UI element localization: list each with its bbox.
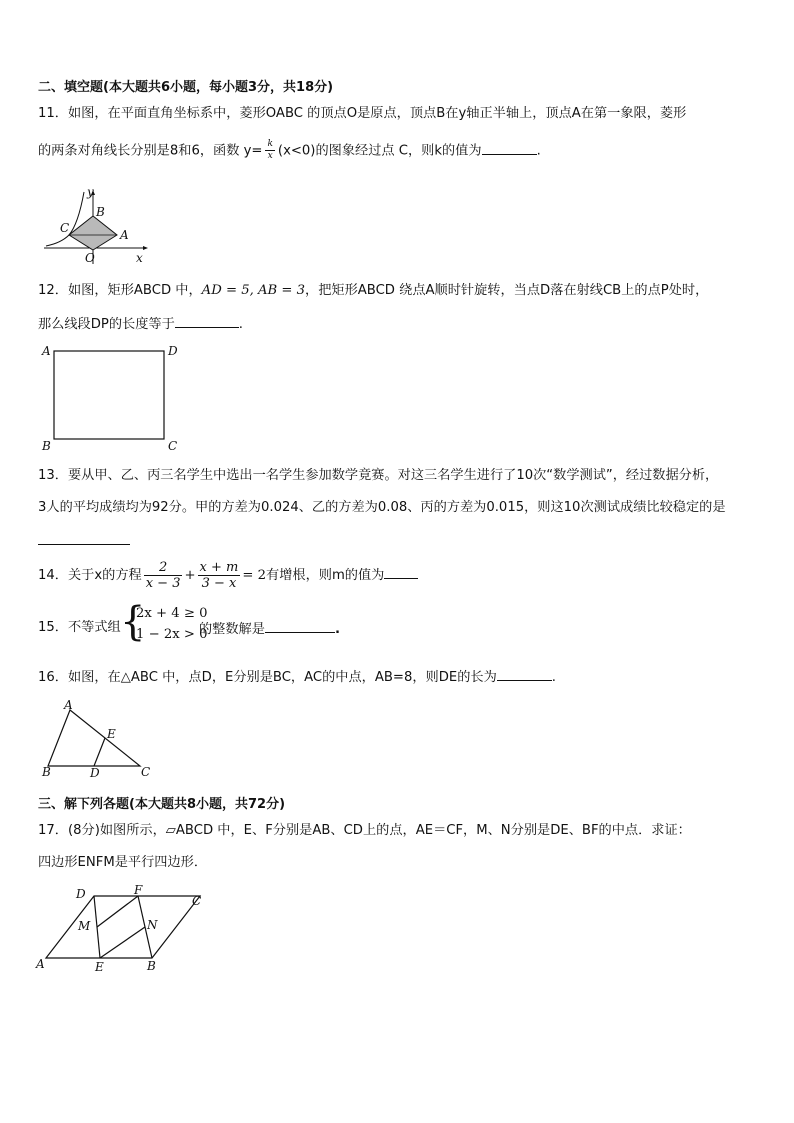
q12-rectangle — [54, 351, 164, 439]
q11-label-y: y — [87, 186, 94, 199]
section2-heading: 二、填空题(本大题共6小题，每小题3分，共18分) — [38, 80, 334, 95]
q13-line1: 13．要从甲、乙、丙三名学生中选出一名学生参加数学竟赛。对这三名学生进行了10次“数学测试”，经过数据分析， — [38, 468, 719, 483]
q11-figure — [40, 186, 152, 268]
q11-line2-b: (x<0)的图象经过点 C，则k的值为 — [277, 143, 482, 159]
q14-frac2-num: x + m — [199, 559, 239, 575]
q17-segment-mf — [97, 896, 138, 927]
q17-label-f: F — [134, 883, 143, 897]
q12-label-d: D — [168, 344, 178, 358]
q11-label-x: x — [136, 251, 143, 265]
q16-figure — [38, 698, 156, 782]
q14-frac1-num: 2 — [144, 560, 183, 576]
q17-label-a: A — [36, 957, 45, 971]
q11-label-o: O — [85, 251, 95, 265]
q14-plus: + — [184, 568, 196, 583]
q17-figure — [34, 882, 210, 974]
q16-label-b: B — [42, 765, 51, 779]
q12-line1-b: ，把矩形ABCD 绕点A顺时针旋转，当点D落在射线CB上的点P处时， — [305, 283, 709, 298]
q12-label-a: A — [42, 344, 51, 358]
q14-line — [38, 558, 418, 594]
q17-line2: 四边形ENFM是平行四边形． — [38, 855, 208, 870]
q16-text-end: . — [551, 670, 556, 685]
q11-label-c: C — [60, 221, 70, 235]
q14-eq: = 2 — [242, 568, 267, 583]
q12-given: AD = 5, AB = 3 — [201, 283, 306, 298]
q11-frac-den: x — [267, 151, 273, 161]
q14-frac2-den: 3 − x — [201, 575, 237, 591]
q16-segment-de — [94, 738, 105, 766]
q12-figure — [38, 340, 188, 455]
q17-label-m: M — [78, 919, 91, 933]
q16-answer-blank[interactable] — [497, 668, 552, 681]
q12-line2-text: 那么线段DP的长度等于 — [38, 317, 175, 332]
q17-segment-en — [100, 927, 145, 958]
q11-label-b: B — [96, 205, 105, 219]
q15-text-end: . — [334, 622, 340, 637]
q17-label-n: N — [147, 918, 158, 932]
q14-fraction-1 — [144, 560, 183, 591]
q12-answer-blank[interactable] — [175, 315, 239, 328]
q11-frac-num: k — [267, 139, 273, 149]
q11-line1: 11．如图，在平面直角坐标系中，菱形OABC 的顶点O是原点，顶点B在y轴正半轴上，顶点A在第一象限，菱形 — [38, 106, 687, 121]
q15-ineq2: 1 − 2x > 0 — [136, 627, 208, 642]
q17-line1: 17．(8分)如图所示，▱ABCD 中，E、F分别是AB、CD上的点，AE＝CF，M、N分别是DE、BF的中点．求证： — [38, 823, 691, 838]
q13-line3 — [38, 532, 130, 550]
q12-label-b: B — [42, 439, 51, 453]
q16-text: 16．如图，在△ABC 中，点D，E分别是BC，AC的中点，AB=8，则DE的长为 — [38, 670, 497, 685]
q17-label-b: B — [147, 959, 156, 973]
q15-text-b: 的整数解是 — [199, 622, 265, 637]
q12-label-c: C — [168, 439, 178, 453]
q13-answer-blank[interactable] — [38, 532, 130, 545]
q12-line1 — [38, 283, 708, 299]
q15-brace: { — [120, 599, 146, 645]
q14-answer-blank[interactable] — [384, 566, 418, 579]
q15-text-b-line — [199, 620, 340, 638]
q12-line1-a: 12．如图，矩形ABCD 中， — [38, 283, 202, 298]
q13-line2: 3人的平均成绩均为92分。甲的方差为0.024、乙的方差为0.08、丙的方差为0.015，则这10次测试成绩比较稳定的是 — [38, 500, 726, 515]
q17-label-c: C — [192, 894, 202, 908]
q17-label-d: D — [76, 887, 86, 901]
section3-heading: 三、解下列各题(本大题共8小题，共72分) — [38, 797, 286, 812]
q11-line2-a: 的两条对角线长分别是8和6，函数 y= — [38, 143, 263, 159]
q14-text-b: 有增根，则m的值为 — [266, 568, 385, 583]
q14-text-a: 14．关于x的方程 — [38, 568, 142, 583]
q15-text-a: 15．不等式组 — [38, 620, 121, 635]
q16-label-a: A — [64, 698, 73, 712]
q11-line2-end: . — [536, 143, 541, 159]
q11-label-a: A — [120, 228, 129, 242]
q14-frac1-den: x − 3 — [145, 575, 181, 591]
q16-triangle — [48, 710, 140, 766]
q11-answer-blank[interactable] — [482, 142, 537, 155]
q12-line2-end: . — [238, 317, 243, 332]
q12-line2 — [38, 315, 243, 333]
q16-label-e: E — [107, 727, 116, 741]
q11-x-arrow — [143, 246, 148, 250]
q11-fraction — [265, 139, 274, 162]
q16-line — [38, 668, 556, 686]
q17-parallelogram — [46, 896, 200, 958]
q14-fraction-2 — [198, 560, 241, 591]
q15-ineq1: 2x + 4 ≥ 0 — [136, 606, 208, 621]
q16-label-d: D — [90, 766, 100, 780]
q15-answer-blank[interactable] — [265, 620, 335, 633]
q16-label-c: C — [141, 765, 151, 779]
q17-label-e: E — [95, 960, 104, 974]
q11-line2 — [38, 139, 541, 162]
